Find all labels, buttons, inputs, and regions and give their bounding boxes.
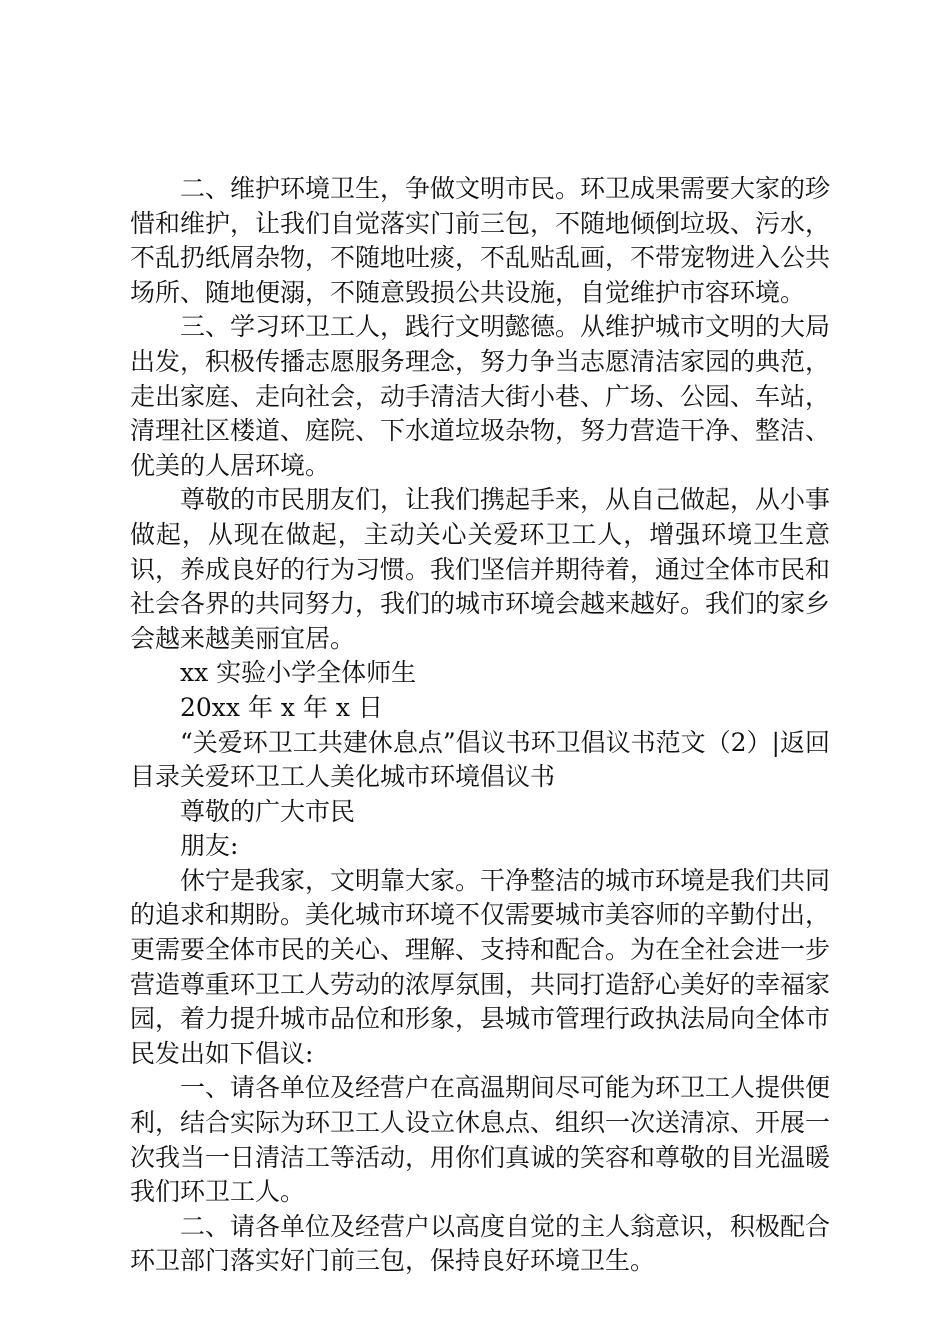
signature: xx 实验小学全体师生 xyxy=(180,658,417,688)
date-line: 20xx 年 x 年 x 日 xyxy=(180,692,383,722)
next-article-title: “关爱环卫工共建休息点”倡议书环卫倡议书范文（2）|返回目录关爱环卫工人美化城市环境倡议书 xyxy=(130,727,830,792)
paragraph-proposal-1: 一、请各单位及经营户在高温期间尽可能为环卫工人提供便利，结合实际为环卫工人设立休息点、组织一次送清凉、开展一次我当一日清洁工等活动，用你们真诚的笑容和尊敬的目光温暖我们环卫工人。 xyxy=(130,1073,831,1207)
salutation-line-2: 朋友: xyxy=(180,831,239,861)
paragraph-introduction: 休宁是我家，文明靠大家。干净整洁的城市环境是我们共同的追求和期盼。美化城市环境不仅需要城市美容师的辛勤付出，更需要全体市民的关心、理解、支持和配合。为在全社会进一步营造尊重环卫工人劳动的浓厚氛围，共同打造舒心美好的幸福家园，着力提升城市品位和形象，县城市管理行政执法局向全体市民发出如下倡议: xyxy=(130,865,831,1068)
paragraph-maintain-hygiene: 二、维护环境卫生，争做文明市民。环卫成果需要大家的珍惜和维护，让我们自觉落实门前三包，不随地倾倒垃圾、污水，不乱扔纸屑杂物，不随地吐痰，不乱贴乱画，不带宠物进入公共场所、随地便溺，不随意毁损公共设施，自觉维护市容环境。 xyxy=(130,174,831,307)
paragraph-appeal-citizens: 尊敬的市民朋友们，让我们携起手来，从自己做起，从小事做起，从现在做起，主动关心关爱环卫工人，增强环境卫生意识，养成良好的行为习惯。我们坚信并期待着，通过全体市民和社会各界的共同努力，我们的城市环境会越来越好。我们的家乡会越来越美丽宜居。 xyxy=(130,485,831,653)
salutation-line-1: 尊敬的广大市民 xyxy=(180,796,356,826)
paragraph-learn-from-workers: 三、学习环卫工人，践行文明懿德。从维护城市文明的大局出发，积极传播志愿服务理念，努力争当志愿清洁家园的典范，走出家庭、走向社会，动手清洁大街小巷、广场、公园、车站，清理社区楼道、庭院、下水道垃圾杂物，努力营造干净、整洁、优美的人居环境。 xyxy=(130,312,831,480)
document-page xyxy=(130,172,830,1279)
paragraph-proposal-2: 二、请各单位及经营户以高度自觉的主人翁意识，积极配合环卫部门落实好门前三包，保持良好环境卫生。 xyxy=(130,1211,831,1276)
